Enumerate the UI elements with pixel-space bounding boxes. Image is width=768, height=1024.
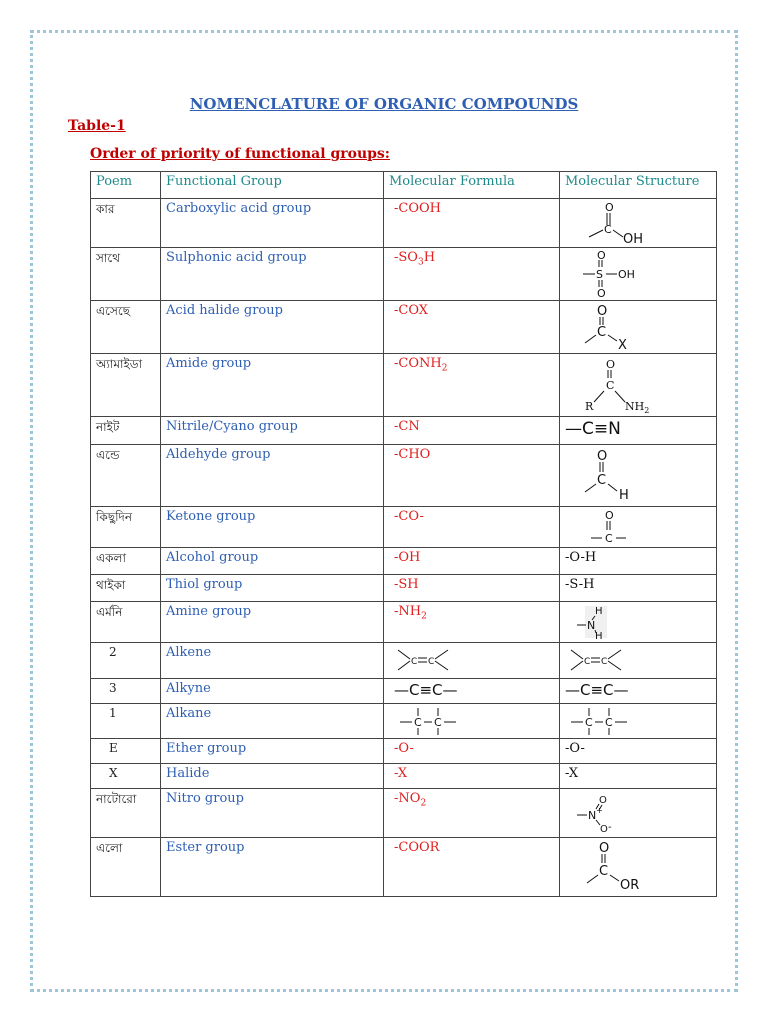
group-cell: Alkene bbox=[161, 643, 384, 679]
formula-cell: -X bbox=[384, 764, 560, 789]
svg-text:C: C bbox=[434, 716, 442, 729]
poem-cell: অ্যামাইডা bbox=[91, 354, 161, 417]
svg-text:OH: OH bbox=[623, 232, 644, 245]
table-row bbox=[91, 789, 717, 838]
header-molecular-formula: Molecular Formula bbox=[384, 172, 560, 199]
svg-text:C: C bbox=[605, 532, 613, 545]
svg-text:N: N bbox=[587, 619, 596, 632]
table-row bbox=[91, 838, 717, 897]
formula-cell: $-NO_2$ bbox=[384, 789, 560, 838]
svg-text:O: O bbox=[597, 304, 608, 319]
svg-text:O: O bbox=[605, 509, 614, 522]
svg-text:C: C bbox=[411, 657, 418, 667]
table-subtitle: Order of priority of functional groups: bbox=[90, 146, 390, 162]
svg-text:C: C bbox=[585, 716, 593, 729]
amine-structure bbox=[560, 602, 717, 643]
poem-cell: 3 bbox=[91, 679, 161, 704]
poem-cell: নাটোরো bbox=[91, 789, 161, 838]
alkene-formula bbox=[384, 643, 560, 679]
ester-structure bbox=[560, 838, 717, 897]
svg-text:S: S bbox=[596, 268, 603, 281]
poem-cell: E bbox=[91, 739, 161, 764]
svg-text:C: C bbox=[599, 864, 609, 879]
group-cell: Halide bbox=[161, 764, 384, 789]
table-row bbox=[91, 602, 717, 643]
alkane-formula bbox=[384, 704, 560, 739]
svg-text:X: X bbox=[618, 338, 627, 351]
svg-text:O: O bbox=[606, 358, 616, 371]
halide-structure: -X bbox=[560, 764, 717, 789]
alcohol-structure: -O-H bbox=[560, 548, 717, 575]
table-row bbox=[91, 548, 717, 575]
formula-cell: -COOR bbox=[384, 838, 560, 897]
svg-text:C: C bbox=[597, 473, 607, 488]
svg-text:O: O bbox=[599, 841, 610, 856]
table-row bbox=[91, 301, 717, 354]
sulphonic-acid-structure bbox=[560, 248, 717, 301]
poem-cell: 1 bbox=[91, 704, 161, 739]
svg-text:O: O bbox=[597, 287, 606, 298]
thiol-structure: -S-H bbox=[560, 575, 717, 602]
table-row bbox=[91, 199, 717, 248]
group-cell: Alcohol group bbox=[161, 548, 384, 575]
svg-text:C: C bbox=[606, 379, 615, 392]
svg-text:-: - bbox=[608, 822, 612, 833]
poem-cell: 2 bbox=[91, 643, 161, 679]
amide-structure bbox=[560, 354, 717, 417]
group-cell: Ketone group bbox=[161, 507, 384, 548]
poem-cell: একলা bbox=[91, 548, 161, 575]
poem-cell: কার bbox=[91, 199, 161, 248]
poem-cell: এলো bbox=[91, 838, 161, 897]
page-title: NOMENCLATURE OF ORGANIC COMPOUNDS bbox=[189, 95, 579, 113]
group-cell: Nitro group bbox=[161, 789, 384, 838]
group-cell: Amide group bbox=[161, 354, 384, 417]
nitrile-structure: —C≡N bbox=[560, 417, 717, 445]
table-row bbox=[91, 445, 717, 507]
svg-text:H: H bbox=[595, 606, 603, 617]
group-cell: Nitrile/Cyano group bbox=[161, 417, 384, 445]
group-cell: Carboxylic acid group bbox=[161, 199, 384, 248]
svg-text:C: C bbox=[584, 657, 591, 667]
formula-cell: -COX bbox=[384, 301, 560, 354]
table-row bbox=[91, 739, 717, 764]
poem-cell: থাইকা bbox=[91, 575, 161, 602]
group-cell: Sulphonic acid group bbox=[161, 248, 384, 301]
header-poem: Poem bbox=[91, 172, 161, 199]
ether-structure: -O- bbox=[560, 739, 717, 764]
poem-cell: এন্ডে bbox=[91, 445, 161, 507]
carboxylic-acid-structure bbox=[560, 199, 717, 248]
table-header-row bbox=[91, 172, 717, 199]
formula-cell: -OH bbox=[384, 548, 560, 575]
formula-cell: $-CONH_2$ bbox=[384, 354, 560, 417]
table-row bbox=[91, 764, 717, 789]
svg-text:C: C bbox=[414, 716, 422, 729]
table-row bbox=[91, 248, 717, 301]
aldehyde-structure bbox=[560, 445, 717, 507]
svg-text:H: H bbox=[595, 631, 603, 640]
formula-cell: -O- bbox=[384, 739, 560, 764]
functional-groups-table bbox=[90, 171, 717, 897]
svg-text:OH: OH bbox=[618, 268, 635, 281]
svg-text:C: C bbox=[601, 657, 608, 667]
formula-cell: $-NH_2$ bbox=[384, 602, 560, 643]
svg-text:+: + bbox=[596, 806, 603, 815]
svg-text:N: N bbox=[588, 809, 597, 822]
header-functional-group: Functional Group bbox=[161, 172, 384, 199]
svg-text:C: C bbox=[604, 223, 612, 236]
formula-cell: -CO- bbox=[384, 507, 560, 548]
table-row bbox=[91, 679, 717, 704]
table-row bbox=[91, 417, 717, 445]
poem-cell: নাইট bbox=[91, 417, 161, 445]
poem-cell: এসেছে bbox=[91, 301, 161, 354]
table-row bbox=[91, 354, 717, 417]
group-cell: Alkane bbox=[161, 704, 384, 739]
nitro-structure bbox=[560, 789, 717, 838]
poem-cell: এর্মনি bbox=[91, 602, 161, 643]
svg-text:R: R bbox=[585, 400, 594, 413]
group-cell: Thiol group bbox=[161, 575, 384, 602]
poem-cell: সাথে bbox=[91, 248, 161, 301]
svg-text:H: H bbox=[619, 488, 629, 503]
table-label: Table-1 bbox=[68, 118, 126, 134]
formula-cell: -SH bbox=[384, 575, 560, 602]
svg-text:O: O bbox=[597, 449, 608, 464]
alkene-structure bbox=[560, 643, 717, 679]
header-molecular-structure: Molecular Structure bbox=[560, 172, 717, 199]
table-row bbox=[91, 507, 717, 548]
svg-text:OR: OR bbox=[620, 878, 640, 893]
svg-text:O: O bbox=[605, 201, 614, 214]
svg-text:C: C bbox=[428, 657, 435, 667]
formula-cell: —C≡C— bbox=[384, 679, 560, 704]
alkyne-structure: —C≡C— bbox=[560, 679, 717, 704]
acid-halide-structure bbox=[560, 301, 717, 354]
table-row bbox=[91, 643, 717, 679]
table-row bbox=[91, 704, 717, 739]
svg-text:O: O bbox=[600, 824, 608, 835]
svg-text:C: C bbox=[597, 325, 607, 340]
group-cell: Amine group bbox=[161, 602, 384, 643]
poem-cell: কিছুদিন bbox=[91, 507, 161, 548]
formula-cell: -COOH bbox=[384, 199, 560, 248]
formula-cell: -CHO bbox=[384, 445, 560, 507]
svg-text:O: O bbox=[599, 795, 607, 806]
svg-text:C: C bbox=[605, 716, 613, 729]
group-cell: Alkyne bbox=[161, 679, 384, 704]
group-cell: Ether group bbox=[161, 739, 384, 764]
svg-text:NH2: $NH_2$ bbox=[625, 400, 650, 414]
formula-cell: -CN bbox=[384, 417, 560, 445]
svg-text:O: O bbox=[597, 250, 606, 262]
formula-cell: $-SO_3H$ bbox=[384, 248, 560, 301]
group-cell: Aldehyde group bbox=[161, 445, 384, 507]
table-row bbox=[91, 575, 717, 602]
group-cell: Acid halide group bbox=[161, 301, 384, 354]
alkane-structure bbox=[560, 704, 717, 739]
ketone-structure bbox=[560, 507, 717, 548]
group-cell: Ester group bbox=[161, 838, 384, 897]
poem-cell: X bbox=[91, 764, 161, 789]
